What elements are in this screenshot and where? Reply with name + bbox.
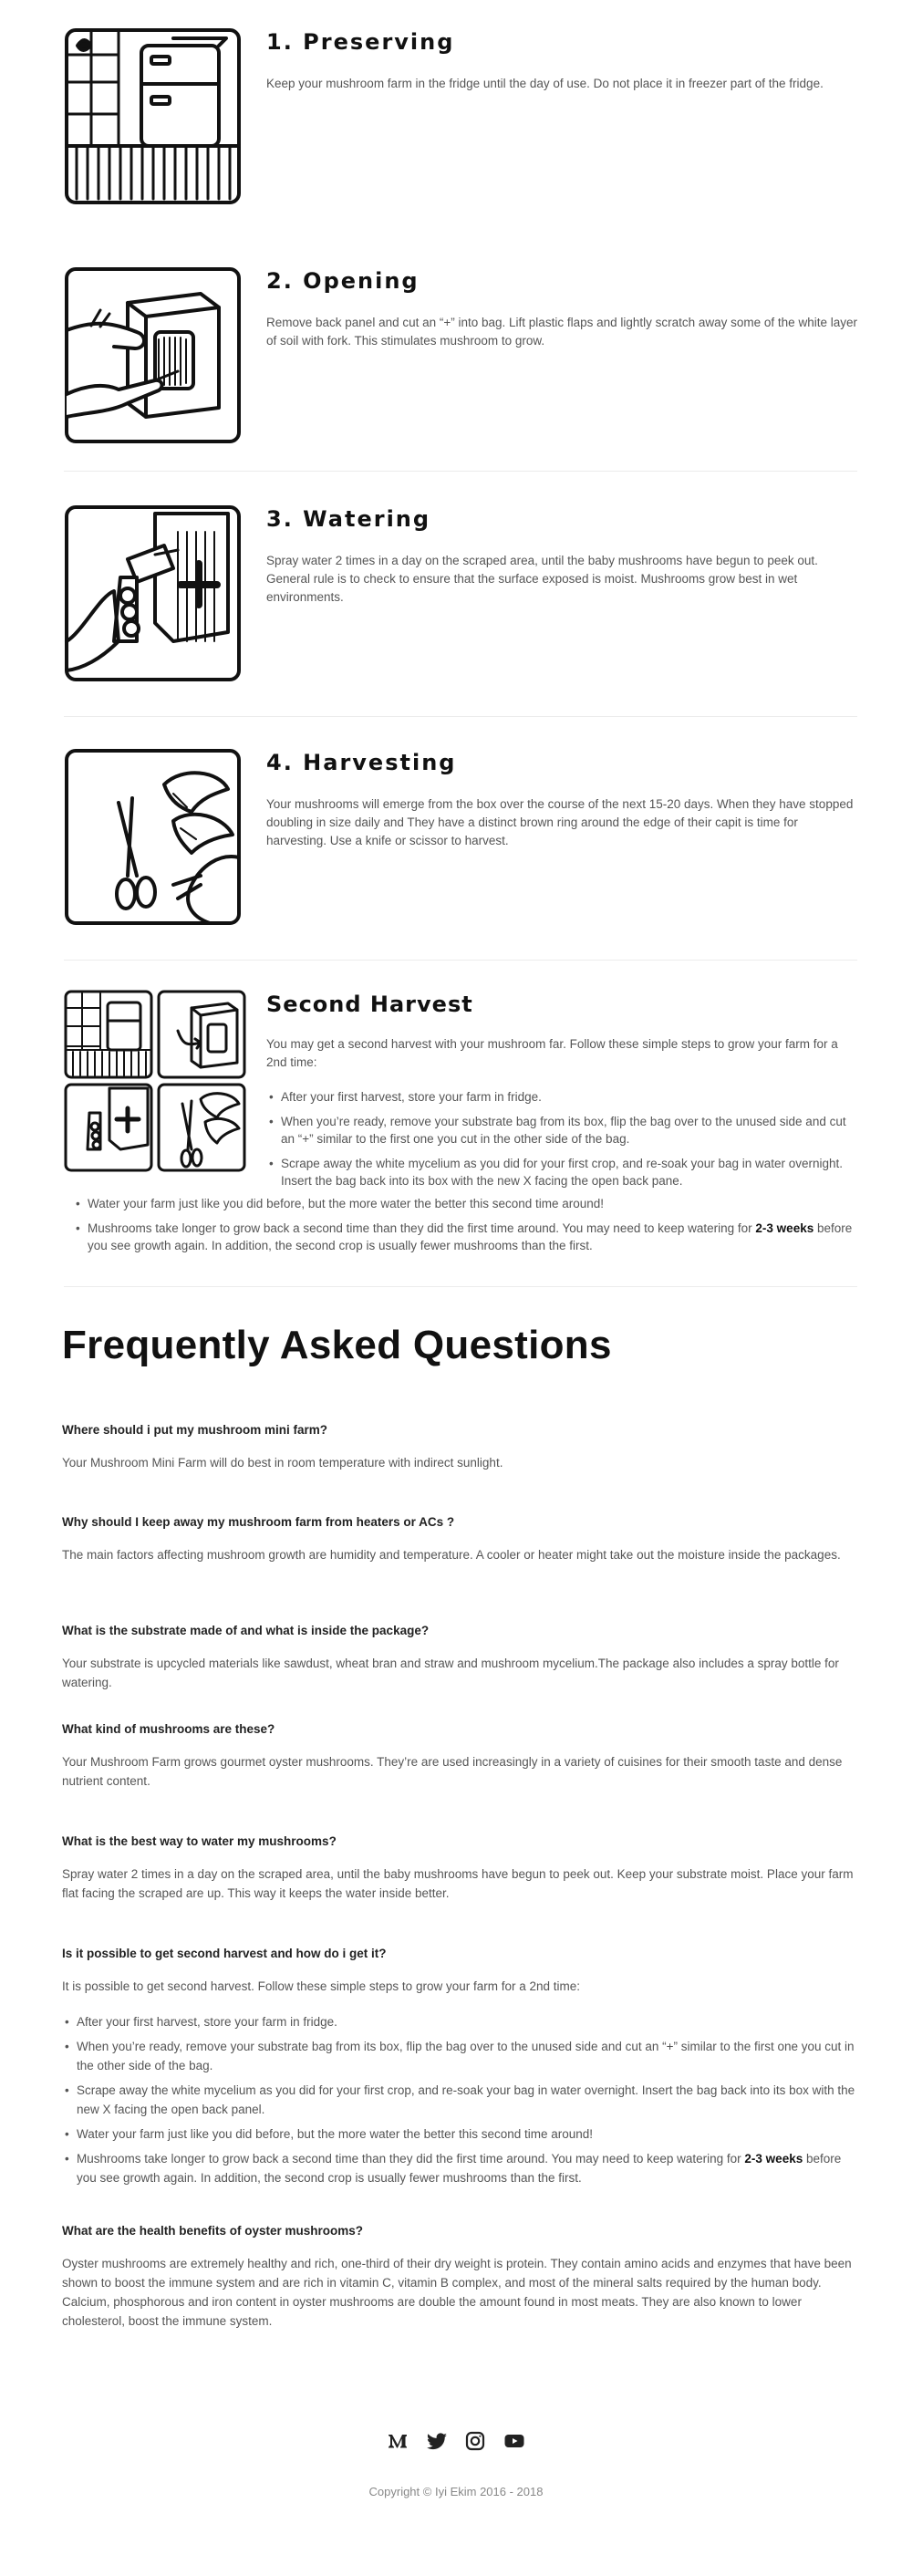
list-item: • When you’re ready, remove your substrate bag from its box, flip the bag over to the unused side and cut an “+” similar to the first one you cut in the other side of the bag. [266, 1113, 857, 1148]
faq-item [62, 1947, 857, 2193]
step-description: Remove back panel and cut an “+” into bag. Lift plastic flaps and lightly scratch away some of the white layer of soil with fork. This stimulates mushroom to grow. [266, 316, 857, 348]
faq-answer: The main factors affecting mushroom growth are humidity and temperature. A cooler or heater might take out the moisture inside the packages. [62, 1548, 841, 1562]
list-item: • Water your farm just like you did before, but the more water the better this second time around! [73, 1195, 857, 1212]
faq-answer: Your substrate is upcycled materials like sawdust, wheat bran and straw and mushroom mycelium.The package also includes a spray bottle for watering. [62, 1657, 839, 1689]
twitter-icon[interactable] [426, 2430, 448, 2452]
step-opening [64, 266, 857, 449]
faq-answer: Oyster mushrooms are extremely healthy and rich, one-third of their dry weight is protein. They contain amino acids and enzymes that have been shown to boost the immune system and are rich in vitamin C, vitamin B complex, and most of the mineral salts required by the human body. Calcium, phosphorous and iron content in oyster mushrooms are double the amount found in most meats. They are also known to lower cholesterol, boost the immune system. [62, 2257, 852, 2328]
list-item: • Mushrooms take longer to grow back a second time than they did the first time around. You may need to keep watering for 2-3 weeks before you see growth again. In addition, the second crop is usually fewer mushrooms than the first. [73, 1220, 857, 1254]
faq-question: Where should i put my mushroom mini farm? [62, 1423, 328, 1437]
box-opening-icon [64, 266, 242, 444]
faq-item [62, 1834, 857, 1903]
faq-header [62, 1323, 857, 1368]
social-links [0, 2430, 912, 2452]
faq-answer: Your Mushroom Farm grows gourmet oyster mushrooms. They’re are used increasingly in a variety of cuisines for their smooth taste and dense nutrient content. [62, 1755, 843, 1788]
list-item: • Scrape away the white mycelium as you did for your first crop, and re-soak your bag in water overnight. Insert the bag back into its box with the new X facing the open back panel. [62, 2081, 857, 2119]
scissors-icon [64, 748, 242, 926]
instagram-icon[interactable] [464, 2430, 486, 2452]
second-harvest-intro: You may get a second harvest with your mushroom far. Follow these simple steps to grow your farm for a 2nd time: [266, 1037, 838, 1069]
youtube-icon[interactable] [503, 2430, 525, 2452]
step-title: 1. Preserving [266, 29, 455, 55]
faq-answer: It is possible to get second harvest. Follow these simple steps to grow your farm for a 2nd time: [62, 1979, 581, 1993]
faq-item [62, 1515, 857, 1564]
faq-title: Frequently Asked Questions [62, 1323, 612, 1367]
divider [64, 471, 857, 472]
list-item: • After your first harvest, store your farm in fridge. [266, 1088, 857, 1106]
faq-item [62, 1722, 857, 1791]
step-title: 3. Watering [266, 506, 431, 532]
medium-icon[interactable] [387, 2430, 409, 2452]
faq-item [62, 2224, 857, 2331]
step-description: Your mushrooms will emerge from the box over the course of the next 15-20 days. When they have stopped doubling in size daily and They have a distinct brown ring around the edge of their capit is time for harvesting. Use a knife or scissor to harvest. [266, 797, 854, 847]
faq-answer: Spray water 2 times in a day on the scraped area, until the baby mushrooms have begun to peek out. Keep your substrate moist. Place your farm flat facing the scraped are up. This way it keeps the water inside better. [62, 1867, 854, 1900]
faq-question: Why should I keep away my mushroom farm from heaters or ACs ? [62, 1515, 455, 1529]
step-description: Keep your mushroom farm in the fridge until the day of use. Do not place it in freezer part of the fridge. [266, 77, 824, 90]
step-harvesting [64, 748, 857, 930]
step-title: 2. Opening [266, 268, 420, 294]
second-harvest-illustration [64, 990, 246, 1172]
step-title: 4. Harvesting [266, 750, 457, 775]
faq-item [62, 1624, 857, 1692]
step-preserving [64, 27, 857, 210]
list-item: • When you’re ready, remove your substrate bag from its box, flip the bag over to the unused side and cut an “+” similar to the first one you cut in the other side of the bag. [62, 2037, 857, 2075]
faq-item [62, 1423, 857, 1472]
list-item: • After your first harvest, store your farm in fridge. [62, 2012, 857, 2031]
second-harvest-list [266, 1088, 857, 1189]
fridge-icon [64, 27, 242, 205]
faq-question: Is it possible to get second harvest and how do i get it? [62, 1947, 387, 1960]
faq-question: What is the best way to water my mushrooms? [62, 1834, 337, 1848]
copyright: Copyright © Iyi Ekim 2016 - 2018 [368, 2485, 544, 2498]
step-watering [64, 504, 857, 687]
list-item: • Water your farm just like you did before, but the more water the better this second time around! [62, 2124, 857, 2144]
step-description: Spray water 2 times in a day on the scraped area, until the baby mushrooms have begun to peek out. General rule is to check to ensure that the surface exposed is moist. Mushrooms grow best in wet environments. [266, 554, 818, 604]
faq-list [62, 2012, 857, 2187]
list-item: • Mushrooms take longer to grow back a second time than they did the first time around. You may need to keep watering for 2-3 weeks before you see growth again. In addition, the second crop is usually fewer mushrooms than the first. [62, 2149, 857, 2187]
faq-answer: Your Mushroom Mini Farm will do best in room temperature with indirect sunlight. [62, 1456, 503, 1470]
second-harvest-list-continued [73, 1195, 857, 1262]
faq-question: What is the substrate made of and what is inside the package? [62, 1624, 430, 1637]
divider [64, 716, 857, 717]
list-item: • Scrape away the white mycelium as you did for your first crop, and re-soak your bag in water overnight. Insert the bag back into its box with the new X facing the open back pane. [266, 1155, 857, 1189]
divider [64, 1286, 857, 1287]
faq-question: What are the health benefits of oyster mushrooms? [62, 2224, 364, 2238]
divider [64, 960, 857, 961]
second-harvest-title: Second Harvest [266, 992, 473, 1017]
spray-bottle-icon [64, 504, 242, 682]
faq-question: What kind of mushrooms are these? [62, 1722, 275, 1736]
